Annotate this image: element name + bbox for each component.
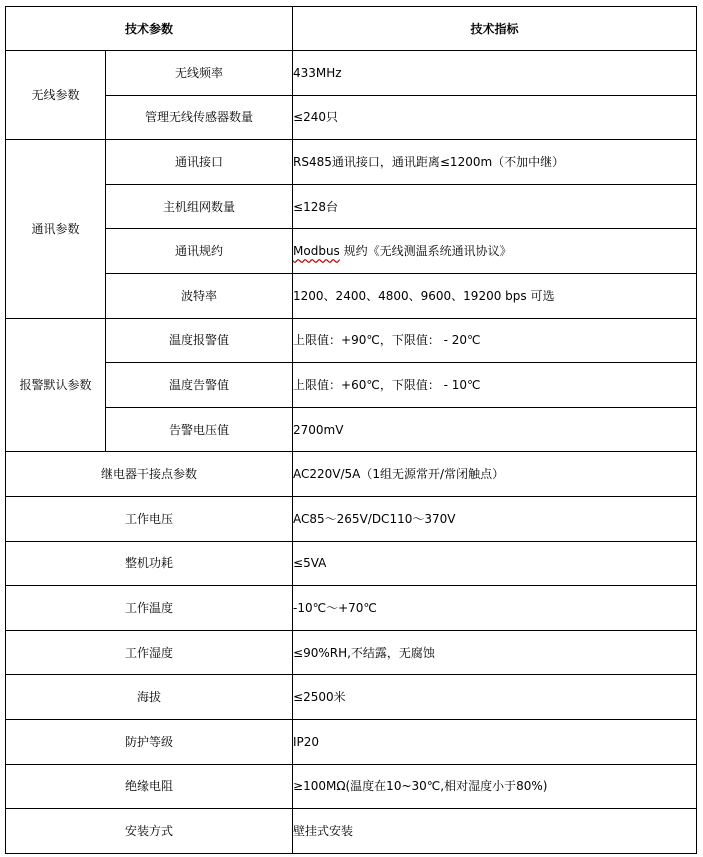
table-row xyxy=(6,184,697,229)
group-wireless: 无线参数 xyxy=(6,51,106,140)
param-name: 主机组网数量 xyxy=(106,184,293,229)
param-name: 防护等级 xyxy=(6,719,293,764)
param-name: 温度报警值 xyxy=(106,318,293,363)
param-name: 继电器干接点参数 xyxy=(6,452,293,497)
param-name: 工作温度 xyxy=(6,586,293,631)
param-name: 无线频率 xyxy=(106,51,293,96)
group-comm: 通讯参数 xyxy=(6,140,106,318)
param-name: 工作湿度 xyxy=(6,630,293,675)
modbus-word: Modbus xyxy=(293,244,340,259)
table-row xyxy=(6,675,697,720)
param-value: AC85～265V/DC110～370V xyxy=(293,496,697,541)
param-name: 工作电压 xyxy=(6,496,293,541)
param-value: ≤5VA xyxy=(293,541,697,586)
param-name: 安装方式 xyxy=(6,809,293,854)
table-row xyxy=(6,229,697,274)
param-value: 壁挂式安装 xyxy=(293,809,697,854)
param-value: 1200、2400、4800、9600、19200 bps 可选 xyxy=(293,273,697,318)
param-name: 海拔 xyxy=(6,675,293,720)
param-name: 通讯规约 xyxy=(106,229,293,274)
param-name: 通讯接口 xyxy=(106,140,293,185)
table-row xyxy=(6,586,697,631)
table-row xyxy=(6,51,697,96)
table-row xyxy=(6,541,697,586)
table-row xyxy=(6,496,697,541)
param-value: ≤2500米 xyxy=(293,675,697,720)
param-value: -10℃～+70℃ xyxy=(293,586,697,631)
spec-table xyxy=(5,6,697,854)
param-value xyxy=(293,229,697,274)
table-row xyxy=(6,452,697,497)
protocol-text: 规约《无线测温系统通讯协议》 xyxy=(339,244,512,259)
param-value: 433MHz xyxy=(293,51,697,96)
table-row xyxy=(6,764,697,809)
table-row xyxy=(6,140,697,185)
table-row xyxy=(6,630,697,675)
header-row xyxy=(6,7,697,51)
param-name: 管理无线传感器数量 xyxy=(106,95,293,140)
param-value: 2700mV xyxy=(293,407,697,452)
table-row xyxy=(6,273,697,318)
param-value: IP20 xyxy=(293,719,697,764)
table-row xyxy=(6,407,697,452)
param-value: RS485通讯接口，通讯距离≤1200m（不加中继） xyxy=(293,140,697,185)
table-row xyxy=(6,719,697,764)
param-value: ≤128台 xyxy=(293,184,697,229)
param-name: 整机功耗 xyxy=(6,541,293,586)
param-value: ≤240只 xyxy=(293,95,697,140)
table-row xyxy=(6,318,697,363)
param-value: ≤90%RH,不结露，无腐蚀 xyxy=(293,630,697,675)
table-row xyxy=(6,363,697,408)
header-param: 技术参数 xyxy=(6,7,293,51)
group-alarm: 报警默认参数 xyxy=(6,318,106,452)
param-name: 温度告警值 xyxy=(106,363,293,408)
table-row xyxy=(6,809,697,854)
param-value: AC220V/5A（1组无源常开/常闭触点） xyxy=(293,452,697,497)
header-spec: 技术指标 xyxy=(293,7,697,51)
param-name: 绝缘电阻 xyxy=(6,764,293,809)
param-name: 波特率 xyxy=(106,273,293,318)
param-value: ≥100MΩ(温度在10~30℃,相对湿度小于80%) xyxy=(293,764,697,809)
param-value: 上限值：+90℃，下限值： - 20℃ xyxy=(293,318,697,363)
table-row xyxy=(6,95,697,140)
param-value: 上限值：+60℃，下限值： - 10℃ xyxy=(293,363,697,408)
param-name: 告警电压值 xyxy=(106,407,293,452)
